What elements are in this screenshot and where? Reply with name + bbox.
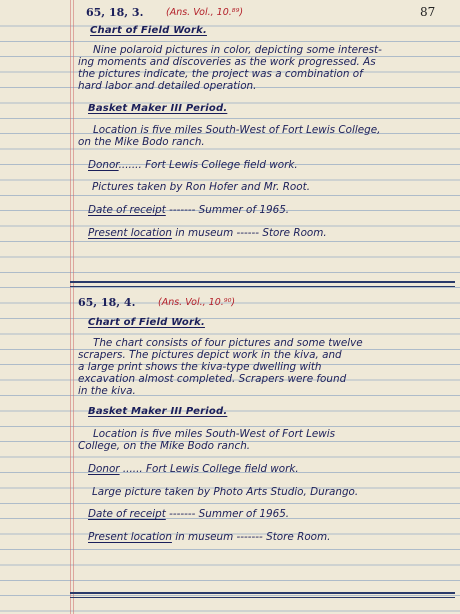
present-location-value: in museum [175, 227, 234, 239]
section-divider [70, 597, 455, 598]
present-location-label: Present location [88, 531, 172, 543]
pictures-note: Large picture taken by Photo Arts Studio, Durango. [92, 486, 359, 498]
section-divider [70, 281, 455, 283]
section-divider [70, 286, 455, 287]
description-line: Nine polaroid pictures in color, depicting some interest- [93, 44, 382, 56]
description-line: hard labor and detailed operation. [78, 80, 257, 92]
page-number: 87 [420, 5, 436, 19]
margin-line [73, 0, 74, 614]
period-label: Basket Maker III Period. [88, 406, 228, 417]
section-divider [70, 592, 455, 594]
location-line: College, on the Mike Bodo ranch. [78, 440, 251, 452]
margin-line [70, 0, 71, 614]
receipt-label: Date of receipt [88, 508, 166, 520]
description-line: excavation almost completed. Scrapers were found [78, 373, 347, 385]
receipt-label: Date of receipt [88, 204, 166, 216]
donor-label: Donor [88, 159, 119, 171]
pictures-note: Pictures taken by Ron Hofer and Mr. Root. [92, 181, 311, 193]
present-location-place: Store Room. [262, 227, 327, 239]
receipt-line: Date of receipt ------- Summer of 1965. [88, 204, 290, 216]
donor-value: Fort Lewis College field work. [146, 463, 299, 475]
description-line: the pictures indicate, the project was a combination of [78, 68, 363, 80]
donor-line: Donor....... Fort Lewis College field work. [88, 159, 298, 171]
present-location-line: Present location in museum ------- Store Room. [88, 531, 331, 543]
catalog-number: 65, 18, 3. [86, 6, 144, 19]
donor-label: Donor [88, 463, 120, 475]
entry-heading: Chart of Field Work. [90, 25, 207, 36]
description-line: a large print shows the kiva-type dwelling with [78, 361, 322, 373]
receipt-value: Summer of 1965. [198, 508, 290, 520]
volume-reference: (Ans. Vol., 10.⁸⁹) [166, 7, 244, 18]
receipt-value: Summer of 1965. [198, 204, 290, 216]
description-line: in the kiva. [78, 385, 136, 397]
entry-heading: Chart of Field Work. [88, 317, 205, 328]
description-line: scrapers. The pictures depict work in the kiva, and [78, 349, 342, 361]
catalog-number: 65, 18, 4. [78, 296, 136, 309]
donor-value: Fort Lewis College field work. [145, 159, 298, 171]
donor-line: Donor ...... Fort Lewis College field work. [88, 463, 299, 475]
description-line: ing moments and discoveries as the work progressed. As [78, 56, 376, 68]
present-location-value: in museum [175, 531, 234, 543]
present-location-place: Store Room. [266, 531, 331, 543]
receipt-line: Date of receipt ------- Summer of 1965. [88, 508, 290, 520]
location-line: on the Mike Bodo ranch. [78, 136, 205, 148]
volume-reference: (Ans. Vol., 10.⁹⁰) [158, 297, 236, 308]
present-location-label: Present location [88, 227, 172, 239]
location-line: Location is five miles South-West of Fort Lewis College, [93, 124, 381, 136]
period-label: Basket Maker III Period. [88, 103, 228, 114]
description-line: The chart consists of four pictures and some twelve [93, 337, 363, 349]
present-location-line: Present location in museum ------ Store Room. [88, 227, 327, 239]
location-line: Location is five miles South-West of Fort Lewis [93, 428, 336, 440]
